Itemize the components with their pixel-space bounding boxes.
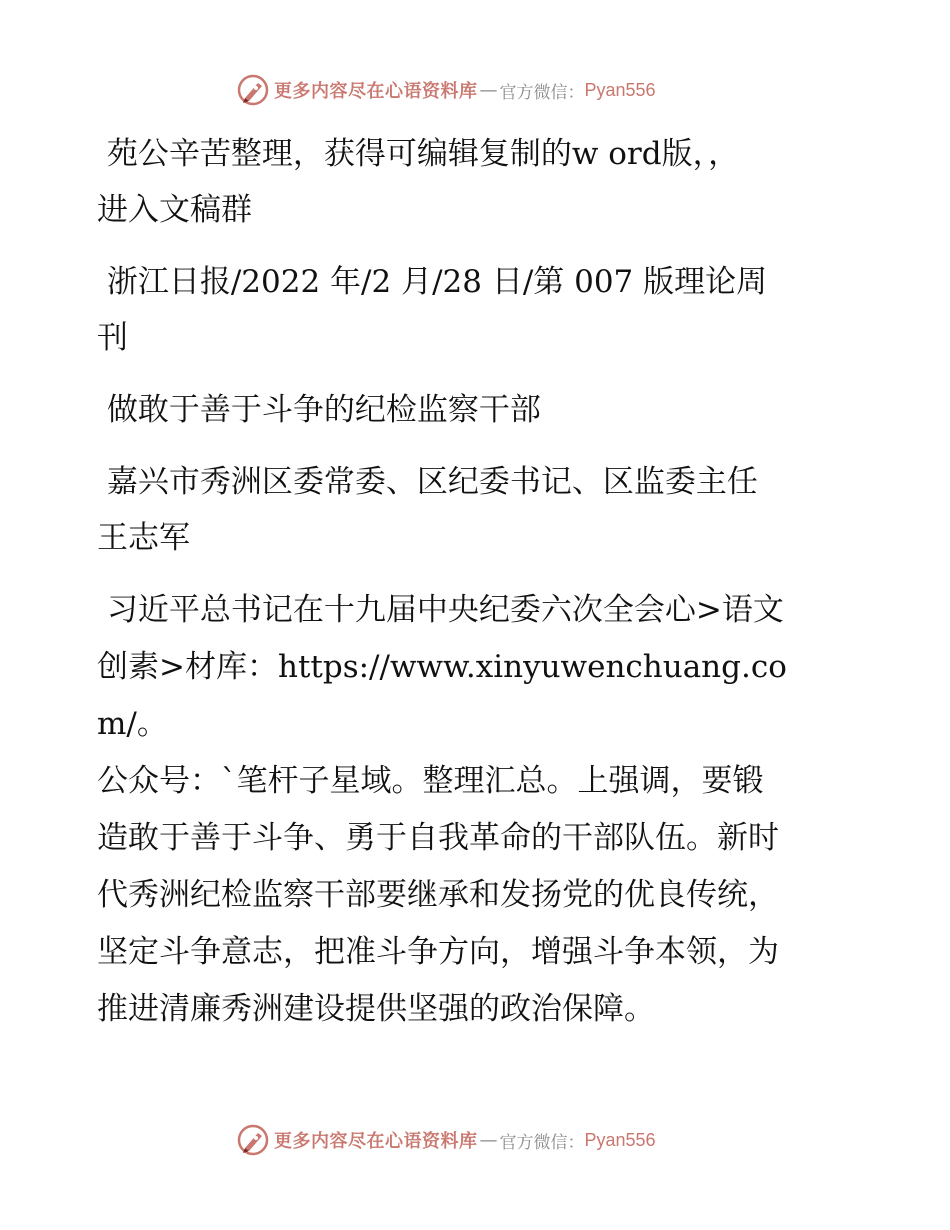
source-line: 浙江日报/2022 年/2 月/28 日/第 007 版理论周 刊 [97, 264, 768, 356]
header-banner [236, 72, 656, 108]
footer-banner [236, 1122, 656, 1158]
banner-wechat-id: Pyan556 [584, 79, 656, 100]
red-pen-logo-icon [236, 1123, 270, 1157]
banner-official-label: 官方微信： [499, 82, 585, 103]
author-line: 嘉兴市秀洲区委常委、区纪委书记、区监委主任 王志军 [97, 464, 758, 556]
banner-main-text: 更多内容尽在心语资料库 [274, 1131, 478, 1152]
banner-wechat-id: Pyan556 [584, 1129, 656, 1150]
article-title: 做敢于善于斗争的纪检监察干部 [97, 392, 541, 428]
body-paragraph: 习近平总书记在十九届中央纪委六次全会心>语文 创素>材库：https://www.xinyuwenchuang.com/。 公众号：`笔杆子星域。整理汇总。上强调，要锻 造敢于善于斗争、勇于自我革命的干部队伍。新时 代秀洲纪检监察干部要继承和发扬党的优良传统， 坚定斗争意志，把准斗争方向，增强斗争本领，为 推进清廉秀洲建设提供坚强的政治保障。 [97, 592, 787, 1027]
banner-dash: — [479, 79, 498, 101]
banner-official-label: 官方微信： [499, 1132, 585, 1153]
banner-main-text: 更多内容尽在心语资料库 [274, 81, 478, 102]
red-pen-logo-icon [236, 73, 270, 107]
note-paragraph: 苑公辛苦整理，获得可编辑复制的w ord版，， 进入文稿群 [97, 136, 740, 228]
banner-dash: — [479, 1129, 498, 1151]
document-body [97, 126, 857, 1054]
